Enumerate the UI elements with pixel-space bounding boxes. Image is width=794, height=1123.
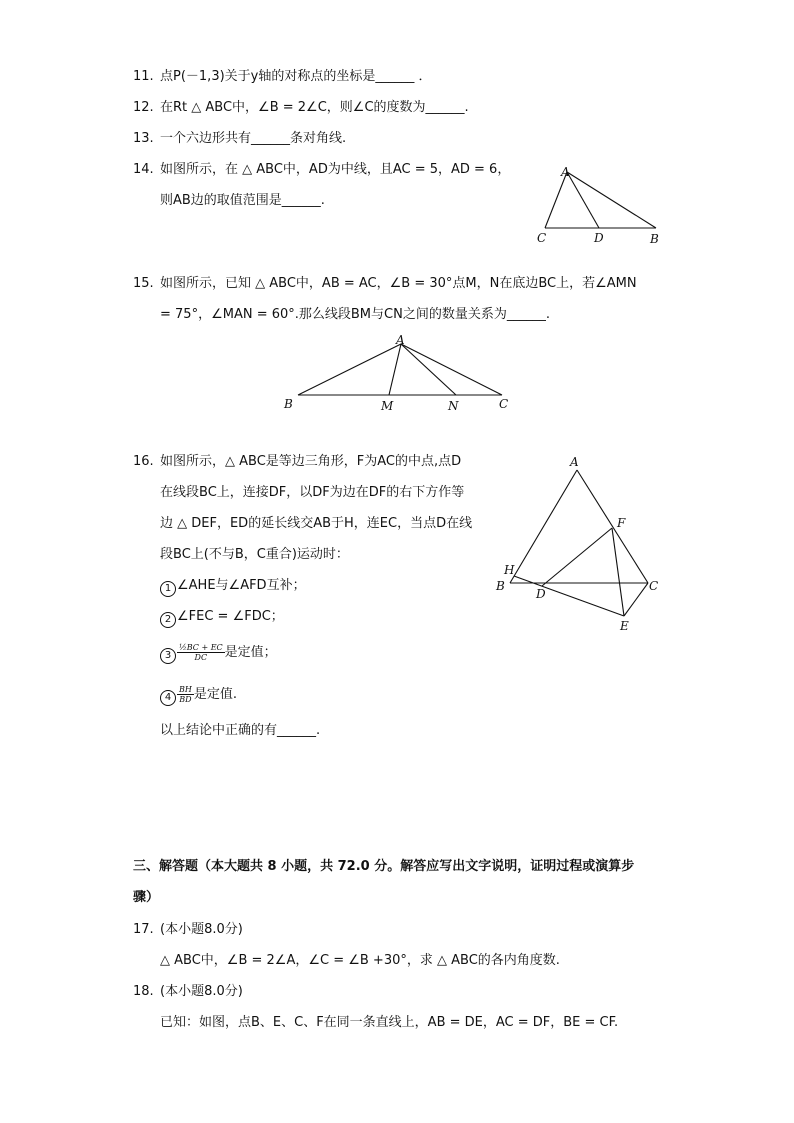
q13-number: 13. [133, 131, 154, 146]
q16-equilateral-figure [490, 450, 670, 640]
q16-option-1 [160, 577, 306, 597]
q16-option-3-tail: 是定值； [224, 645, 277, 660]
q16-option-4-denominator: BD [179, 695, 192, 704]
q16-option-3-denominator: DC [194, 653, 208, 662]
q16-label-f: F [617, 516, 626, 530]
q15-label-c: C [499, 397, 509, 411]
q16-number: 16. [133, 454, 154, 469]
q14-label-c: C [537, 231, 547, 245]
q14-line1: 如图所示，在 △ ABC中，AD为中线，且AC = 5，AD = 6， [160, 162, 511, 177]
q16-conclusion: 以上结论中正确的有______. [160, 723, 321, 738]
q16-option-2 [160, 608, 284, 628]
q14-segment-ad [567, 172, 599, 228]
q14-triangle-figure [530, 160, 665, 250]
q12-number: 12. [133, 100, 154, 115]
q15-line2: = 75°，∠MAN = 60°.那么线段BM与CN之间的数量关系为______. [160, 307, 550, 322]
q14-number: 14. [133, 162, 154, 177]
q16-option-2-text: ∠FEC = ∠FDC； [177, 609, 284, 624]
q11-number: 11. [133, 69, 154, 84]
q15-label-n: N [448, 399, 459, 413]
q16-label-d: D [536, 587, 546, 601]
q16-segment-he [514, 576, 624, 616]
q18-text: 已知：如图，点B、E、C、F在同一条直线上，AB = DE，AC = DF，BE = CF. [160, 1015, 619, 1030]
q14-label-d: D [594, 231, 604, 245]
section3-heading-line2: 骤） [133, 890, 160, 905]
q16-label-a: A [570, 455, 579, 469]
q14-label-a: A [561, 165, 570, 179]
q15-segment-an [401, 344, 456, 395]
q16-line3: 边 △ DEF，ED的延长线交AB于H，连EC，当点D在线 [160, 516, 473, 531]
q16-label-e: E [620, 619, 629, 633]
q14-segment-ac [545, 172, 567, 228]
q16-label-h: H [504, 563, 515, 577]
q18-score: (本小题8.0分) [160, 984, 243, 999]
q13-text: 一个六边形共有______条对角线. [160, 131, 347, 146]
circled-number-1: 1 [160, 581, 176, 597]
q18-number: 18. [133, 984, 154, 999]
circled-number-3: 3 [160, 648, 176, 664]
q16-option-4 [160, 680, 237, 710]
q16-line4: 段BC上(不与B，C重合)运动时： [160, 547, 349, 562]
q17-text: △ ABC中，∠B = 2∠A，∠C = ∠B +30°，求 △ ABC的各内角度数. [160, 953, 560, 968]
q16-option-1-text: ∠AHE与∠AFD互补； [177, 578, 306, 593]
q16-line2: 在线段BC上，连接DF，以DF为边在DF的右下方作等 [160, 485, 465, 500]
q14-segment-ab [567, 172, 656, 228]
q14-line2: 则AB边的取值范围是______. [160, 193, 325, 208]
q17-number: 17. [133, 922, 154, 937]
q16-option-3 [160, 638, 277, 668]
q16-segment-ab [510, 470, 577, 583]
q16-segment-df [542, 528, 612, 586]
q16-label-c: C [649, 579, 659, 593]
circled-number-2: 2 [160, 612, 176, 628]
q15-segment-ab [298, 344, 401, 395]
q15-number: 15. [133, 276, 154, 291]
q14-label-b: B [650, 232, 659, 246]
q16-line1: 如图所示，△ ABC是等边三角形，F为AC的中点,点D [160, 454, 462, 469]
q15-triangle-figure [280, 332, 520, 417]
q16-option-4-fraction [177, 685, 194, 704]
circled-number-4: 4 [160, 690, 176, 706]
q15-label-m: M [381, 399, 394, 413]
section3-heading-line1: 三、解答题（本大题共 8 小题，共 72.0 分。解答应写出文字说明，证明过程或演算步 [133, 859, 635, 874]
q16-option-4-tail: 是定值. [193, 687, 237, 702]
q16-segment-ec [624, 583, 648, 616]
q12-text: 在Rt △ ABC中，∠B = 2∠C，则∠C的度数为______. [160, 100, 469, 115]
q15-segment-am [389, 344, 401, 395]
q11-text: 点P(－1,3)关于y轴的对称点的坐标是______ ． [160, 69, 432, 84]
q16-segment-ac [577, 470, 648, 583]
q16-option-3-fraction [177, 643, 225, 662]
q15-label-b: B [284, 397, 293, 411]
q15-label-a: A [396, 333, 405, 347]
q16-option-3-numerator: ½BC + EC [179, 643, 223, 652]
q15-line1: 如图所示，已知 △ ABC中，AB = AC，∠B = 30°点M，N在底边BC上，若∠AMN [160, 276, 637, 291]
q17-score: (本小题8.0分) [160, 922, 243, 937]
q15-segment-ac [401, 344, 502, 395]
q16-label-b: B [496, 579, 505, 593]
q16-option-4-numerator: BH [179, 685, 192, 694]
